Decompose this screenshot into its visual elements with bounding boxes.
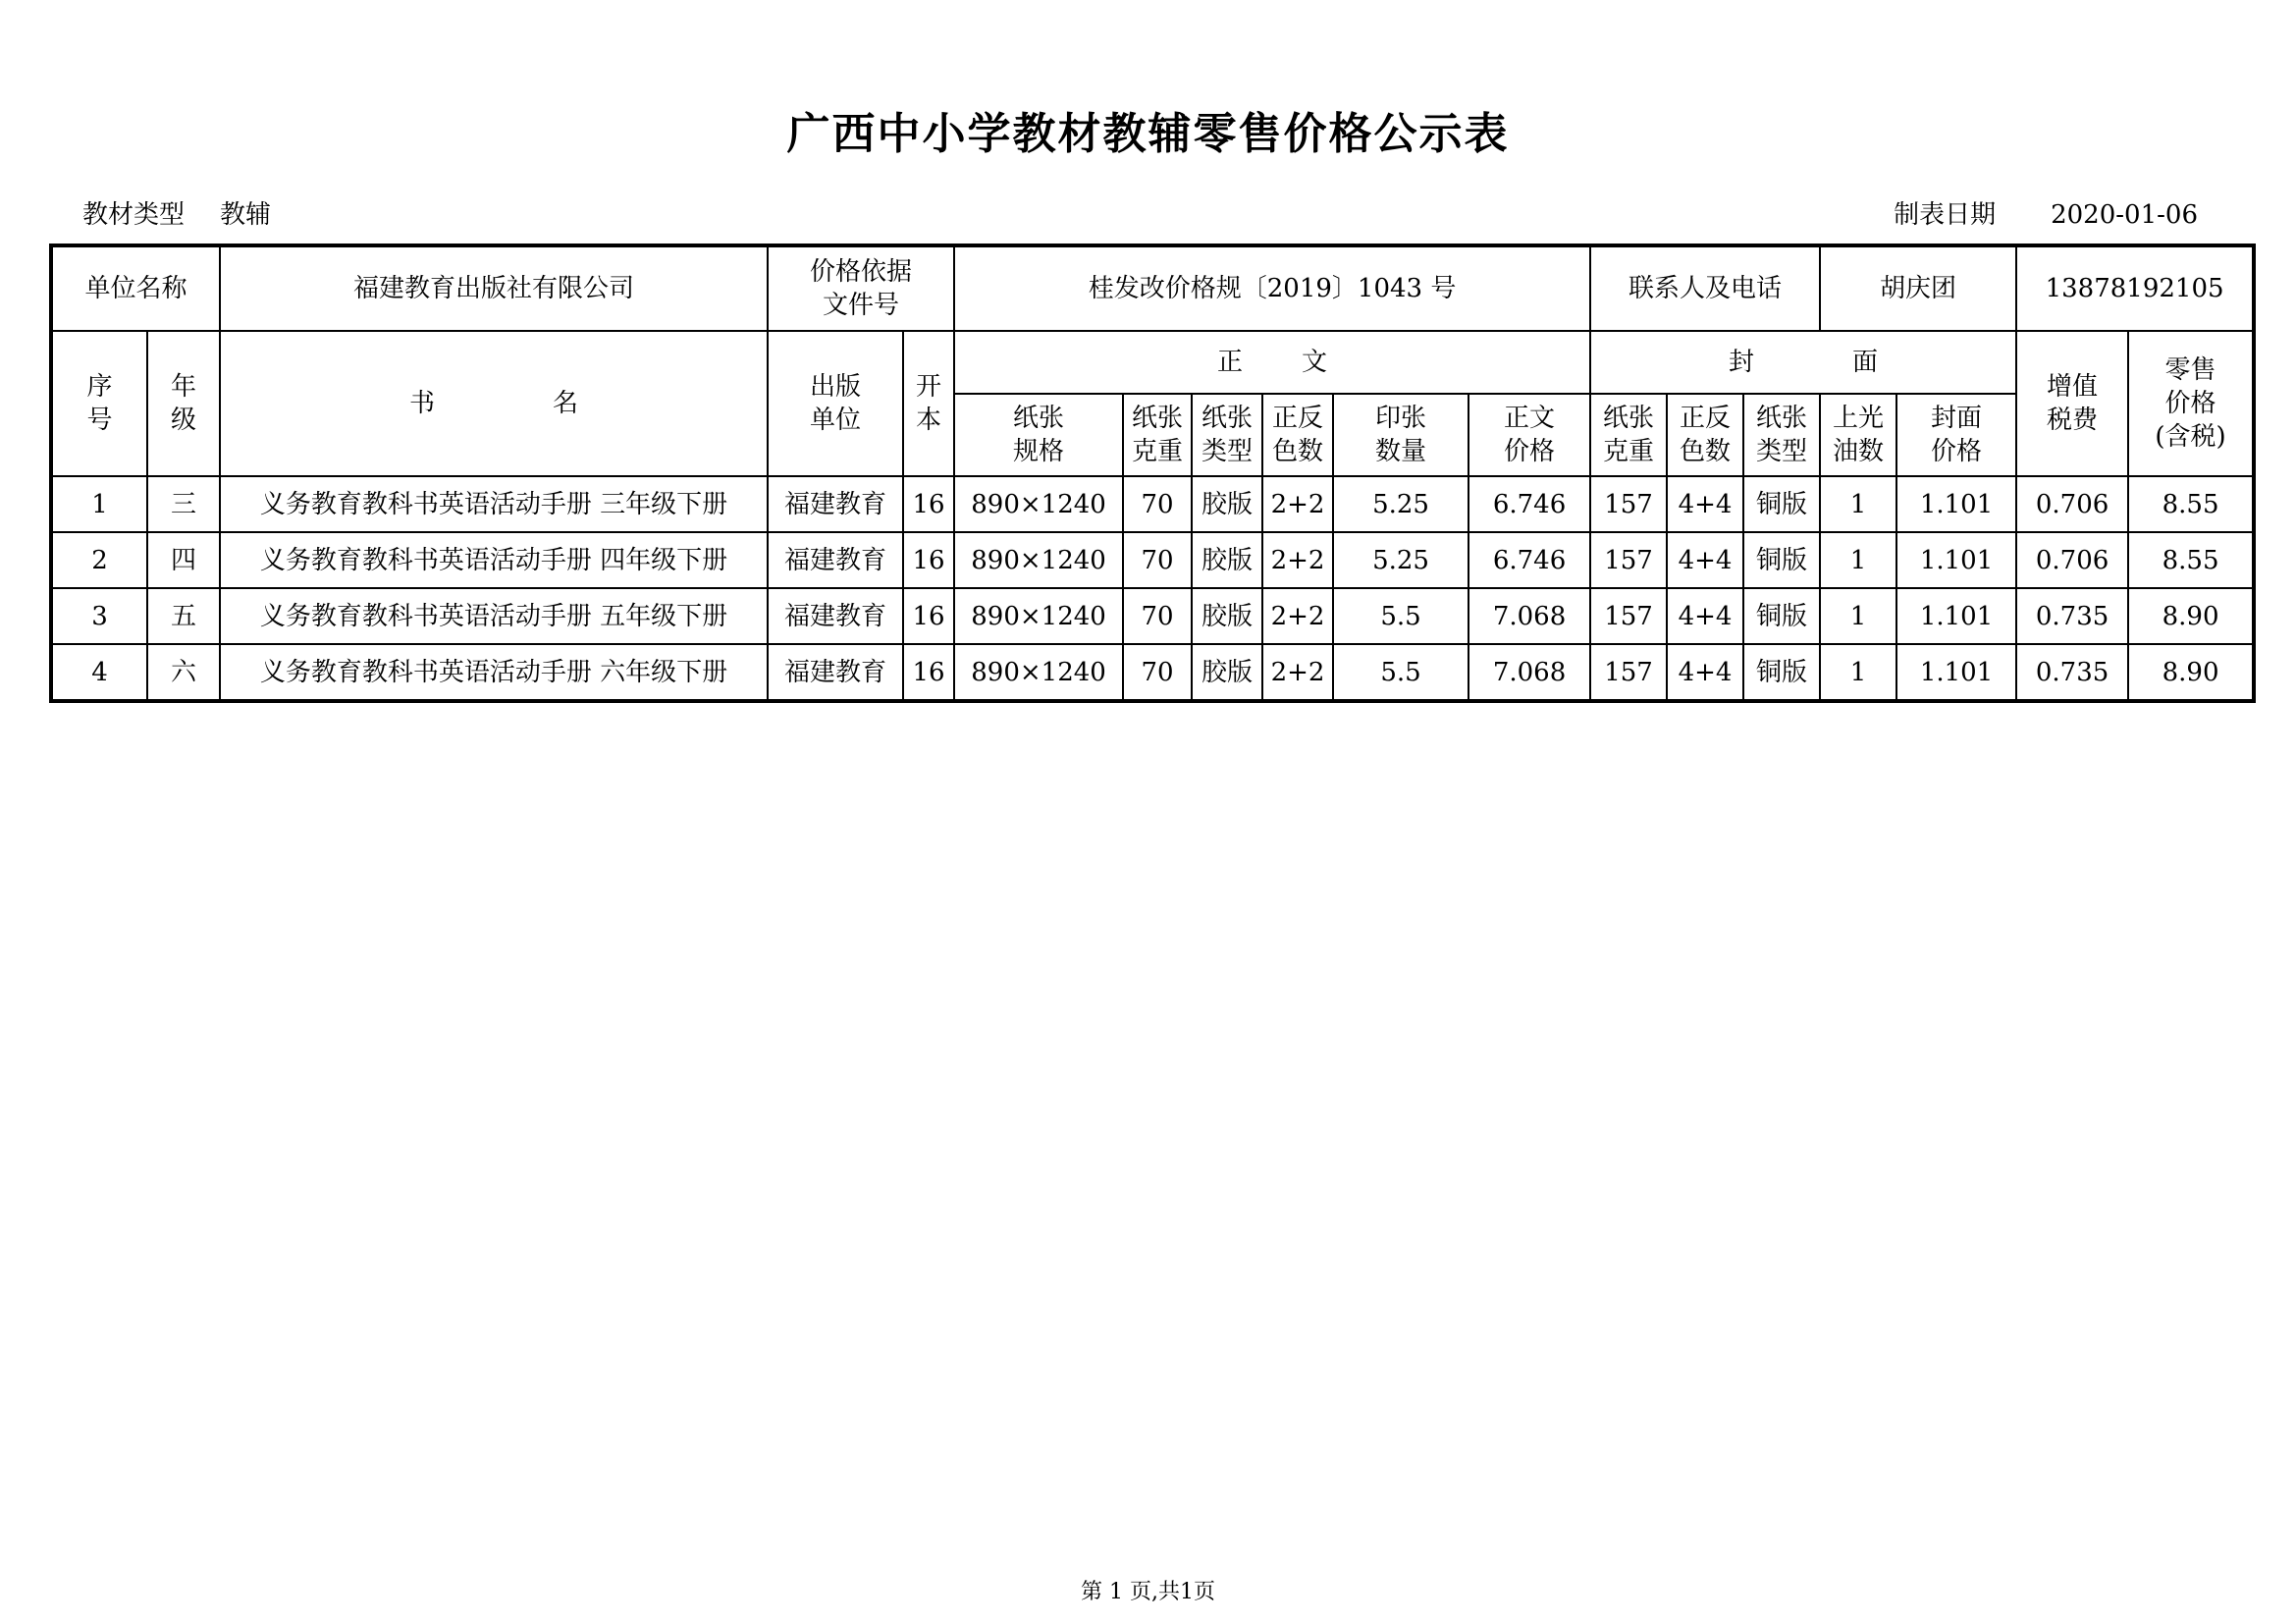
header-book: 书 名 xyxy=(220,331,768,476)
header-retail: 零售 价格 (含税) xyxy=(2128,331,2254,476)
cell-body-price: 7.068 xyxy=(1468,644,1590,701)
header-cover-colors: 正反 色数 xyxy=(1667,394,1743,476)
cell-grade: 六 xyxy=(147,644,220,701)
cell-retail: 8.90 xyxy=(2128,644,2254,701)
cell-cover-weight: 157 xyxy=(1590,588,1667,644)
cell-sheets: 5.5 xyxy=(1333,588,1468,644)
cell-grade: 四 xyxy=(147,532,220,588)
cell-cover-price: 1.101 xyxy=(1896,644,2016,701)
cell-publisher: 福建教育 xyxy=(768,476,903,532)
cell-format: 16 xyxy=(903,588,954,644)
cell-paper-size: 890×1240 xyxy=(954,532,1123,588)
material-type-value: 教辅 xyxy=(220,200,272,230)
price-table xyxy=(49,244,2256,703)
contact-phone: 13878192105 xyxy=(2016,245,2254,331)
header-colors: 正反 色数 xyxy=(1262,394,1333,476)
cell-book: 义务教育教科书英语活动手册 四年级下册 xyxy=(220,532,768,588)
page-title: 广西中小学教材教辅零售价格公示表 xyxy=(786,109,1510,159)
cell-gloss: 1 xyxy=(1820,644,1896,701)
cell-paper-type: 胶版 xyxy=(1192,644,1262,701)
cell-seq: 1 xyxy=(51,476,147,532)
header-paper-weight: 纸张 克重 xyxy=(1123,394,1192,476)
cell-paper-size: 890×1240 xyxy=(954,476,1123,532)
unit-value: 福建教育出版社有限公司 xyxy=(220,245,768,331)
header-format: 开 本 xyxy=(903,331,954,476)
cell-vat: 0.735 xyxy=(2016,588,2128,644)
cell-gloss: 1 xyxy=(1820,588,1896,644)
cell-paper-weight: 70 xyxy=(1123,532,1192,588)
header-cover: 封 面 xyxy=(1590,331,2016,394)
cell-cover-price: 1.101 xyxy=(1896,532,2016,588)
cell-book: 义务教育教科书英语活动手册 五年级下册 xyxy=(220,588,768,644)
header-cover-weight: 纸张 克重 xyxy=(1590,394,1667,476)
cell-vat: 0.706 xyxy=(2016,476,2128,532)
table-row xyxy=(51,644,2254,701)
cell-paper-type: 胶版 xyxy=(1192,476,1262,532)
cell-vat: 0.706 xyxy=(2016,532,2128,588)
cell-retail: 8.55 xyxy=(2128,532,2254,588)
cell-body-price: 7.068 xyxy=(1468,588,1590,644)
price-basis-value: 桂发改价格规〔2019〕1043 号 xyxy=(954,245,1590,331)
header-cover-price: 封面 价格 xyxy=(1896,394,2016,476)
cell-cover-type: 铜版 xyxy=(1743,532,1820,588)
cell-seq: 4 xyxy=(51,644,147,701)
header-group-row xyxy=(51,331,2254,394)
cell-publisher: 福建教育 xyxy=(768,532,903,588)
header-seq: 序 号 xyxy=(51,331,147,476)
cell-paper-size: 890×1240 xyxy=(954,644,1123,701)
cell-colors: 2+2 xyxy=(1262,476,1333,532)
contact-name: 胡庆团 xyxy=(1820,245,2016,331)
material-type xyxy=(82,194,271,231)
cell-retail: 8.55 xyxy=(2128,476,2254,532)
header-paper-type: 纸张 类型 xyxy=(1192,394,1262,476)
cell-cover-price: 1.101 xyxy=(1896,476,2016,532)
cell-cover-colors: 4+4 xyxy=(1667,532,1743,588)
header-publisher: 出版 单位 xyxy=(768,331,903,476)
cell-colors: 2+2 xyxy=(1262,644,1333,701)
cell-vat: 0.735 xyxy=(2016,644,2128,701)
cell-cover-weight: 157 xyxy=(1590,644,1667,701)
cell-sheets: 5.5 xyxy=(1333,644,1468,701)
table-row xyxy=(51,532,2254,588)
table-date-label: 制表日期 xyxy=(1894,200,1997,230)
cell-colors: 2+2 xyxy=(1262,588,1333,644)
cell-book: 义务教育教科书英语活动手册 六年级下册 xyxy=(220,644,768,701)
table-date xyxy=(1894,194,2198,231)
info-row xyxy=(51,245,2254,331)
header-grade: 年 级 xyxy=(147,331,220,476)
cell-cover-type: 铜版 xyxy=(1743,476,1820,532)
cell-format: 16 xyxy=(903,476,954,532)
table-row xyxy=(51,588,2254,644)
cell-paper-type: 胶版 xyxy=(1192,532,1262,588)
header-gloss: 上光 油数 xyxy=(1820,394,1896,476)
page-footer: 第 1 页,共1页 xyxy=(1081,1580,1215,1604)
cell-paper-weight: 70 xyxy=(1123,644,1192,701)
cell-paper-weight: 70 xyxy=(1123,588,1192,644)
cell-gloss: 1 xyxy=(1820,476,1896,532)
cell-seq: 3 xyxy=(51,588,147,644)
cell-cover-type: 铜版 xyxy=(1743,644,1820,701)
header-paper-size: 纸张 规格 xyxy=(954,394,1123,476)
cell-sheets: 5.25 xyxy=(1333,532,1468,588)
cell-format: 16 xyxy=(903,532,954,588)
cell-grade: 五 xyxy=(147,588,220,644)
cell-cover-colors: 4+4 xyxy=(1667,644,1743,701)
cell-publisher: 福建教育 xyxy=(768,644,903,701)
cell-publisher: 福建教育 xyxy=(768,588,903,644)
cell-book: 义务教育教科书英语活动手册 三年级下册 xyxy=(220,476,768,532)
header-body: 正 文 xyxy=(954,331,1590,394)
unit-label: 单位名称 xyxy=(51,245,220,331)
table-date-value: 2020-01-06 xyxy=(2051,200,2198,230)
cell-colors: 2+2 xyxy=(1262,532,1333,588)
material-type-label: 教材类型 xyxy=(82,200,186,230)
cell-cover-price: 1.101 xyxy=(1896,588,2016,644)
cell-gloss: 1 xyxy=(1820,532,1896,588)
cell-paper-type: 胶版 xyxy=(1192,588,1262,644)
price-basis-label: 价格依据 文件号 xyxy=(768,245,954,331)
cell-seq: 2 xyxy=(51,532,147,588)
cell-cover-colors: 4+4 xyxy=(1667,588,1743,644)
cell-paper-weight: 70 xyxy=(1123,476,1192,532)
header-sheets: 印张 数量 xyxy=(1333,394,1468,476)
cell-sheets: 5.25 xyxy=(1333,476,1468,532)
cell-grade: 三 xyxy=(147,476,220,532)
header-cover-type: 纸张 类型 xyxy=(1743,394,1820,476)
contact-label: 联系人及电话 xyxy=(1590,245,1820,331)
table-row xyxy=(51,476,2254,532)
cell-cover-weight: 157 xyxy=(1590,532,1667,588)
cell-body-price: 6.746 xyxy=(1468,532,1590,588)
header-body-price: 正文 价格 xyxy=(1468,394,1590,476)
cell-cover-type: 铜版 xyxy=(1743,588,1820,644)
cell-cover-weight: 157 xyxy=(1590,476,1667,532)
cell-paper-size: 890×1240 xyxy=(954,588,1123,644)
header-vat: 增值 税费 xyxy=(2016,331,2128,476)
cell-cover-colors: 4+4 xyxy=(1667,476,1743,532)
cell-format: 16 xyxy=(903,644,954,701)
cell-body-price: 6.746 xyxy=(1468,476,1590,532)
cell-retail: 8.90 xyxy=(2128,588,2254,644)
